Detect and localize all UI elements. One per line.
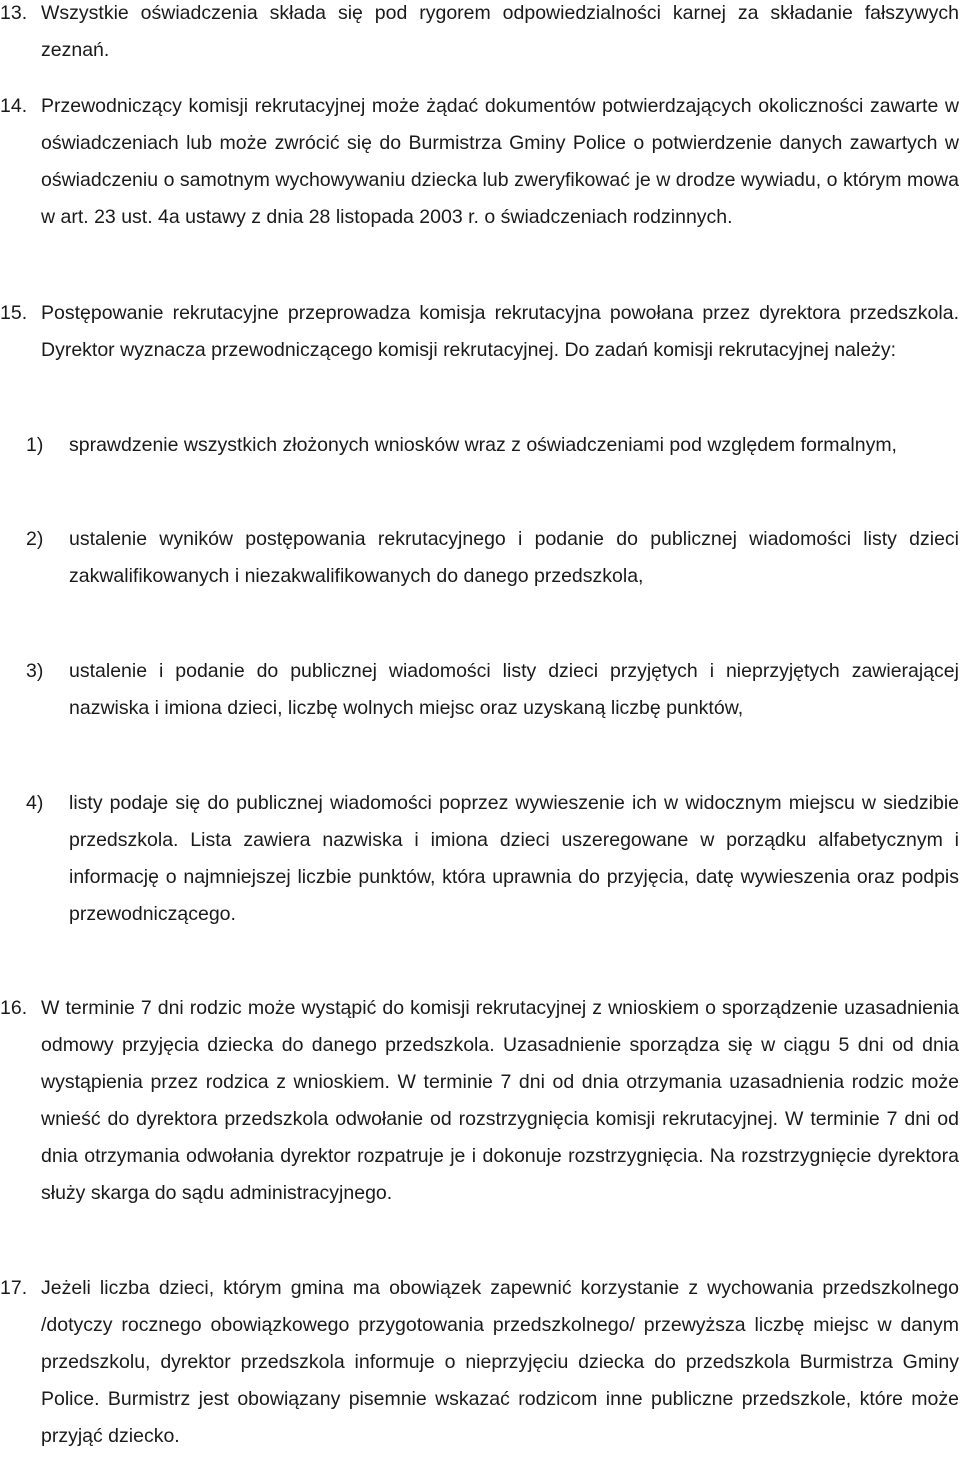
paragraph-17 — [0, 1270, 960, 1455]
paragraph-number: 15. — [0, 302, 28, 324]
paragraph-text: Przewodniczący komisji rekrutacyjnej może żądać dokumentów potwierdzających okoliczności zawarte w oświadczeniach lub może zwrócić się do Burmistrza Gminy Police o potwierdzenie danych zawartych w oświadczeniu o samotnym wychowywaniu dziecka lub zweryfikować je w drodze wywiadu, o którym mowa w art. 23 ust. 4a ustawy z dnia 28 listopada 2003 r. o świadczeniach rodzinnych. — [41, 95, 959, 228]
task-item-2 — [0, 521, 960, 595]
task-item-4 — [0, 785, 960, 933]
task-item-1 — [0, 427, 960, 464]
paragraph-13 — [0, 0, 960, 69]
paragraph-text: Jeżeli liczba dzieci, którym gmina ma obowiązek zapewnić korzystanie z wychowania przedszkolnego /dotyczy rocznego obowiązkowego przygotowania przedszkolnego/ przewyższa liczbę miejsc w danym przedszkolu, dyrektor przedszkola informuje o nieprzyjęciu dziecka do przedszkola Burmistrza Gminy Police. Burmistrz jest obowiązany pisemnie wskazać rodzicom inne publiczne przedszkole, które może przyjąć dziecko. — [41, 1277, 959, 1447]
paragraph-16 — [0, 990, 960, 1212]
paragraph-text: W terminie 7 dni rodzic może wystąpić do komisji rekrutacyjnej z wnioskiem o sporządzenie uzasadnienia odmowy przyjęcia dziecka do danego przedszkola. Uzasadnienie sporządza się w ciągu 5 dni od dnia wystąpienia przez rodzica z wnioskiem. W terminie 7 dni od dnia otrzymania uzasadnienia rodzic może wnieść do dyrektora przedszkola odwołanie od rozstrzygnięcia komisji rekrutacyjnej. W terminie 7 dni od dnia otrzymania odwołania dyrektor rozpatruje je i dokonuje rozstrzygnięcia. Na rozstrzygnięcie dyrektora służy skarga do sądu administracyjnego. — [41, 997, 959, 1204]
task-number: 1) — [26, 434, 44, 456]
paragraph-number: 13. — [0, 2, 28, 24]
task-item-3 — [0, 653, 960, 727]
task-text: ustalenie i podanie do publicznej wiadomości listy dzieci przyjętych i nieprzyjętych zawierającej nazwiska i imiona dzieci, liczbę wolnych miejsc oraz uzyskaną liczbę punktów, — [69, 660, 959, 719]
task-text: sprawdzenie wszystkich złożonych wniosków wraz z oświadczeniami pod względem formalnym, — [69, 434, 897, 456]
task-number: 4) — [26, 792, 44, 814]
task-text: ustalenie wyników postępowania rekrutacyjnego i podanie do publicznej wiadomości listy dzieci zakwalifikowanych i niezakwalifikowanych do danego przedszkola, — [69, 528, 959, 587]
paragraph-number: 17. — [0, 1277, 28, 1299]
paragraph-text: Wszystkie oświadczenia składa się pod rygorem odpowiedzialności karnej za składanie fałszywych zeznań. — [41, 2, 959, 61]
task-text: listy podaje się do publicznej wiadomości poprzez wywieszenie ich w widocznym miejscu w siedzibie przedszkola. Lista zawiera nazwiska i imiona dzieci uszeregowane w porządku alfabetycznym i informację o najmniejszej liczbie punktów, która uprawnia do przyjęcia, datę wywieszenia oraz podpis przewodniczącego. — [69, 792, 959, 925]
task-number: 3) — [26, 660, 44, 682]
paragraph-15 — [0, 295, 960, 369]
paragraph-number: 16. — [0, 997, 28, 1019]
paragraph-text: Postępowanie rekrutacyjne przeprowadza komisja rekrutacyjna powołana przez dyrektora przedszkola. Dyrektor wyznacza przewodniczącego komisji rekrutacyjnej. Do zadań komisji rekrutacyjnej należy: — [41, 302, 959, 361]
paragraph-14 — [0, 88, 960, 236]
paragraph-number: 14. — [0, 95, 28, 117]
task-number: 2) — [26, 528, 44, 550]
